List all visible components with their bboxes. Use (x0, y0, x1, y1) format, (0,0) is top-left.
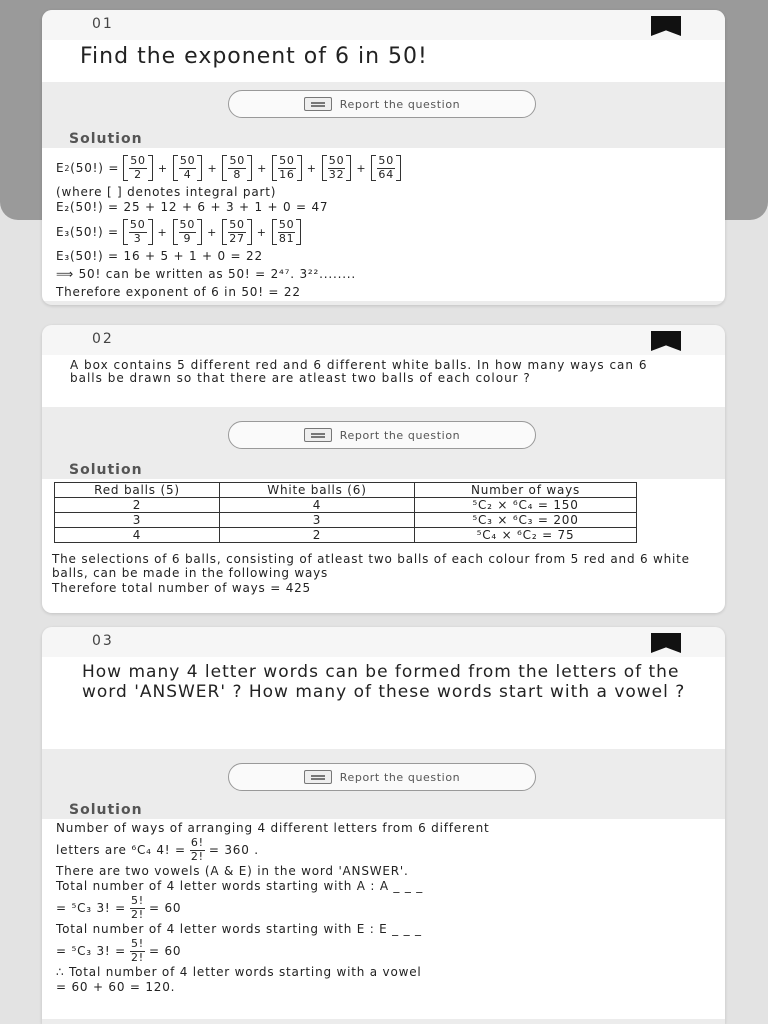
card-header (42, 325, 725, 355)
question-box (42, 355, 725, 407)
integral-part-fraction (222, 155, 252, 181)
report-icon (304, 97, 332, 111)
conclusion-line: Therefore total number of ways = 425 (52, 580, 311, 595)
table-cell: 4 (55, 528, 220, 543)
report-icon (304, 428, 332, 442)
numerator: 50 (279, 153, 295, 167)
denominator: 27 (229, 231, 245, 245)
sol-line-3: There are two vowels (A & E) in the word 'ANSWER'. (56, 864, 409, 878)
sol-line-9: = 60 + 60 = 120. (56, 980, 176, 994)
numerator: 50 (229, 153, 246, 167)
sol-line-8: ∴ Total number of 4 letter words starting with a vowel (56, 965, 422, 979)
sol-line-7 (56, 937, 719, 965)
table-cell: ⁵C₂ × ⁶C₄ = 150 (415, 498, 637, 513)
question-box (42, 40, 725, 82)
bookmark-icon[interactable] (651, 331, 681, 351)
bookmark-icon[interactable] (651, 633, 681, 653)
plus-sign: + (207, 161, 218, 175)
question-card-1 (42, 10, 725, 305)
table-row (55, 513, 637, 528)
table-cell: 4 (220, 498, 415, 513)
plus-sign: + (256, 225, 267, 239)
plus-sign: + (257, 161, 268, 175)
e3-fractions (119, 219, 306, 245)
note-text: (where [ ] denotes integral part) (56, 185, 277, 199)
denominator: 2! (190, 849, 204, 863)
line5-prefix: = ⁵C₃ 3! = (56, 901, 126, 915)
table-cell: ⁵C₄ × ⁶C₂ = 75 (415, 528, 637, 543)
question-box (42, 657, 725, 749)
line7-suffix: = 60 (149, 944, 182, 958)
numerator: 50 (179, 217, 196, 231)
question-card-2 (42, 325, 725, 613)
table-cell: 3 (220, 513, 415, 528)
fraction (190, 837, 205, 862)
numerator: 50 (328, 153, 345, 167)
plus-sign: + (207, 225, 218, 239)
line7-prefix: = ⁵C₃ 3! = (56, 944, 126, 958)
e3-result: E₃(50!) = 16 + 5 + 1 + 0 = 22 (56, 249, 263, 263)
plus-sign: + (306, 161, 317, 175)
denominator: 8 (233, 167, 242, 181)
card-header (42, 10, 725, 40)
ways-table (54, 482, 637, 543)
solution-body (42, 148, 725, 301)
sol-line-2 (56, 836, 719, 864)
table-cell: 2 (220, 528, 415, 543)
e2-prefix: E (56, 161, 65, 175)
e2-result: E₂(50!) = 25 + 12 + 6 + 3 + 1 + 0 = 47 (56, 200, 329, 214)
numerator: 50 (130, 153, 146, 167)
report-row (42, 82, 725, 130)
card-header (42, 627, 725, 657)
solution-label: Solution (69, 802, 143, 818)
plus-sign: + (356, 161, 367, 175)
e3-equation (56, 215, 717, 249)
plus-sign: + (157, 161, 168, 175)
integral-part-fraction (123, 219, 153, 245)
table-header: Number of ways (415, 483, 637, 498)
question-text: Find the exponent of 6 in 50! (80, 44, 428, 69)
implies-line: ⟹ 50! can be written as 50! = 2⁴⁷. 3²²........ (56, 267, 357, 281)
integral-part-fraction (173, 155, 203, 181)
numerator: 50 (278, 217, 295, 231)
denominator: 9 (183, 231, 192, 245)
fraction (130, 895, 145, 920)
e2-fractions (119, 155, 405, 181)
question-card-3 (42, 627, 725, 1024)
e2-sub: 2 (64, 163, 71, 173)
report-question-button[interactable] (228, 90, 536, 118)
integral-part-fraction (123, 155, 153, 181)
numerator: 50 (129, 217, 146, 231)
denominator: 2! (131, 950, 145, 964)
line5-suffix: = 60 (149, 901, 182, 915)
denominator: 4 (183, 167, 192, 181)
solution-body (42, 479, 725, 613)
bookmark-icon[interactable] (651, 16, 681, 36)
sol-line-4: Total number of 4 letter words starting with A : A _ _ _ (56, 879, 424, 893)
question-text: A box contains 5 different red and 6 different white balls. In how many ways can 6 balls be drawn so that there are atleast two balls of each colour ? (70, 358, 648, 386)
denominator: 64 (378, 167, 395, 181)
report-icon (304, 770, 332, 784)
e3-prefix: E₃(50!) = (56, 225, 119, 239)
sol-line-1: Number of ways of arranging 4 different letters from 6 different (56, 821, 490, 835)
question-number: 03 (92, 633, 114, 649)
table-header: White balls (6) (220, 483, 415, 498)
numerator: 5! (131, 894, 145, 908)
conclusion-line: Therefore exponent of 6 in 50! = 22 (56, 285, 301, 299)
line2-prefix: letters are ⁶C₄ 4! = (56, 843, 186, 857)
question-text: How many 4 letter words can be formed from the letters of the word 'ANSWER' ? How many of these words start with a vowel ? (82, 662, 686, 702)
numerator: 6! (190, 836, 204, 850)
numerator: 50 (179, 153, 196, 167)
integral-part-fraction (272, 155, 302, 181)
denominator: 32 (328, 167, 345, 181)
question-number: 02 (92, 331, 114, 347)
report-label: Report the question (339, 428, 461, 442)
report-label: Report the question (339, 97, 461, 111)
table-row (55, 498, 637, 513)
table-header: Red balls (5) (55, 483, 220, 498)
report-row (42, 749, 725, 797)
report-label: Report the question (339, 770, 461, 784)
integral-part-fraction (322, 155, 352, 181)
question-number: 01 (92, 16, 114, 32)
integral-part-fraction (371, 155, 401, 181)
numerator: 5! (131, 937, 145, 951)
solution-body (42, 819, 725, 1019)
line2-suffix: = 360 . (208, 843, 259, 857)
e2-equation (56, 151, 717, 185)
sol-line-6: Total number of 4 letter words starting with E : E _ _ _ (56, 922, 422, 936)
plus-sign: + (157, 225, 168, 239)
solution-label: Solution (69, 462, 143, 478)
denominator: 2! (131, 907, 145, 921)
integral-part-fraction (222, 219, 252, 245)
solution-label: Solution (69, 131, 143, 147)
integral-part-fraction (173, 219, 203, 245)
report-question-button[interactable] (228, 421, 536, 449)
integral-part-fraction (272, 219, 302, 245)
denominator: 16 (279, 167, 295, 181)
sol-line-5 (56, 894, 719, 922)
solution-paragraph: The selections of 6 balls, consisting of atleast two balls of each colour from 5 red and 6 white balls, can be made in the following ways (52, 552, 690, 580)
report-row (42, 407, 725, 455)
table-cell: ⁵C₃ × ⁶C₃ = 200 (415, 513, 637, 528)
table-cell: 2 (55, 498, 220, 513)
table-cell: 3 (55, 513, 220, 528)
denominator: 3 (133, 231, 142, 245)
denominator: 81 (278, 231, 295, 245)
numerator: 50 (229, 217, 245, 231)
table-row (55, 528, 637, 543)
numerator: 50 (378, 153, 395, 167)
e2-arg: (50!) = (70, 161, 120, 175)
fraction (130, 938, 145, 963)
denominator: 2 (134, 167, 142, 181)
report-question-button[interactable] (228, 763, 536, 791)
